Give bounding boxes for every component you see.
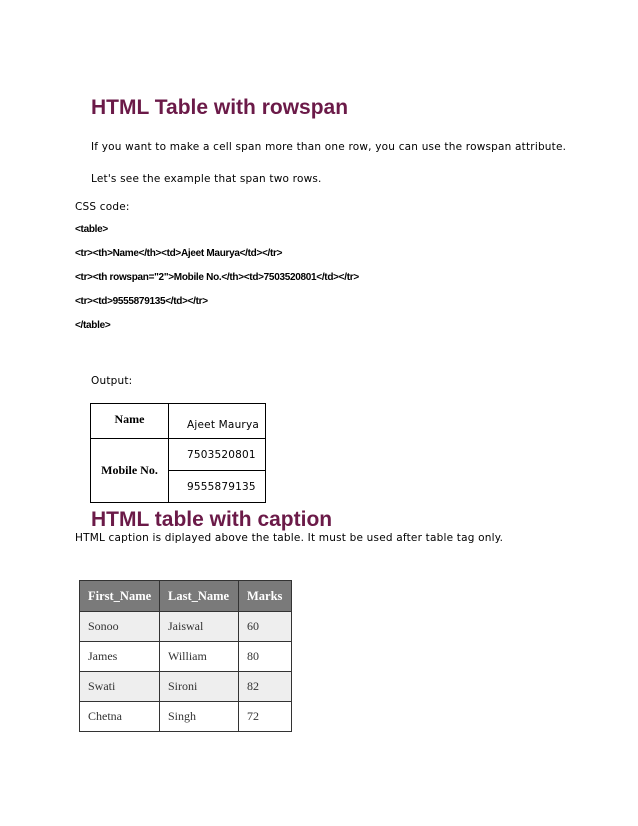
code-line: </table> xyxy=(75,320,111,331)
code-line: <table> xyxy=(75,224,108,235)
table-cell: Sironi xyxy=(160,672,239,702)
table-cell: 82 xyxy=(239,672,292,702)
caption-intro-text: HTML caption is diplayed above the table. It must be used after table tag only. xyxy=(75,532,504,544)
table-row xyxy=(80,612,292,642)
table-row xyxy=(80,672,292,702)
name-value-text: Ajeet Maurya xyxy=(187,419,259,431)
column-header: Marks xyxy=(239,581,292,612)
table-cell: James xyxy=(80,642,160,672)
mobile-value-text: 7503520801 xyxy=(187,448,256,461)
code-line: <tr><td>9555879135</td></tr> xyxy=(75,296,208,307)
column-header: Last_Name xyxy=(160,581,239,612)
code-line: <tr><th>Name</th><td>Ajeet Maurya</td></tr> xyxy=(75,248,283,259)
table-cell: 72 xyxy=(239,702,292,732)
table-cell: Sonoo xyxy=(80,612,160,642)
rowspan-intro-text: If you want to make a cell span more than one row, you can use the rowspan attribute. xyxy=(91,141,567,153)
mobile-value-cell xyxy=(169,439,266,471)
css-code-label: CSS code: xyxy=(75,201,130,213)
rowspan-example-note: Let's see the example that span two rows. xyxy=(91,173,322,185)
table-row xyxy=(80,642,292,672)
section-heading-rowspan: HTML Table with rowspan xyxy=(91,96,349,119)
table-cell: William xyxy=(160,642,239,672)
table-cell: Singh xyxy=(160,702,239,732)
output-label: Output: xyxy=(91,375,133,387)
table-header-row xyxy=(80,581,292,612)
table-cell: Jaiswal xyxy=(160,612,239,642)
table-cell: Swati xyxy=(80,672,160,702)
table-row xyxy=(80,702,292,732)
mobile-value-text: 9555879135 xyxy=(187,480,256,493)
table-row xyxy=(91,439,266,471)
caption-example-table xyxy=(79,580,292,732)
table-cell: Chetna xyxy=(80,702,160,732)
name-header-cell: Name xyxy=(91,404,169,439)
rowspan-output-table xyxy=(90,403,266,503)
table-cell: 80 xyxy=(239,642,292,672)
section-heading-caption: HTML table with caption xyxy=(91,508,333,531)
code-line: <tr><th rowspan="2">Mobile No.</th><td>7503520801</td></tr> xyxy=(75,272,359,283)
mobile-header-cell: Mobile No. xyxy=(91,439,169,503)
mobile-value-cell xyxy=(169,471,266,503)
table-row xyxy=(91,404,266,439)
table-cell: 60 xyxy=(239,612,292,642)
column-header: First_Name xyxy=(80,581,160,612)
name-value-cell xyxy=(169,404,266,439)
